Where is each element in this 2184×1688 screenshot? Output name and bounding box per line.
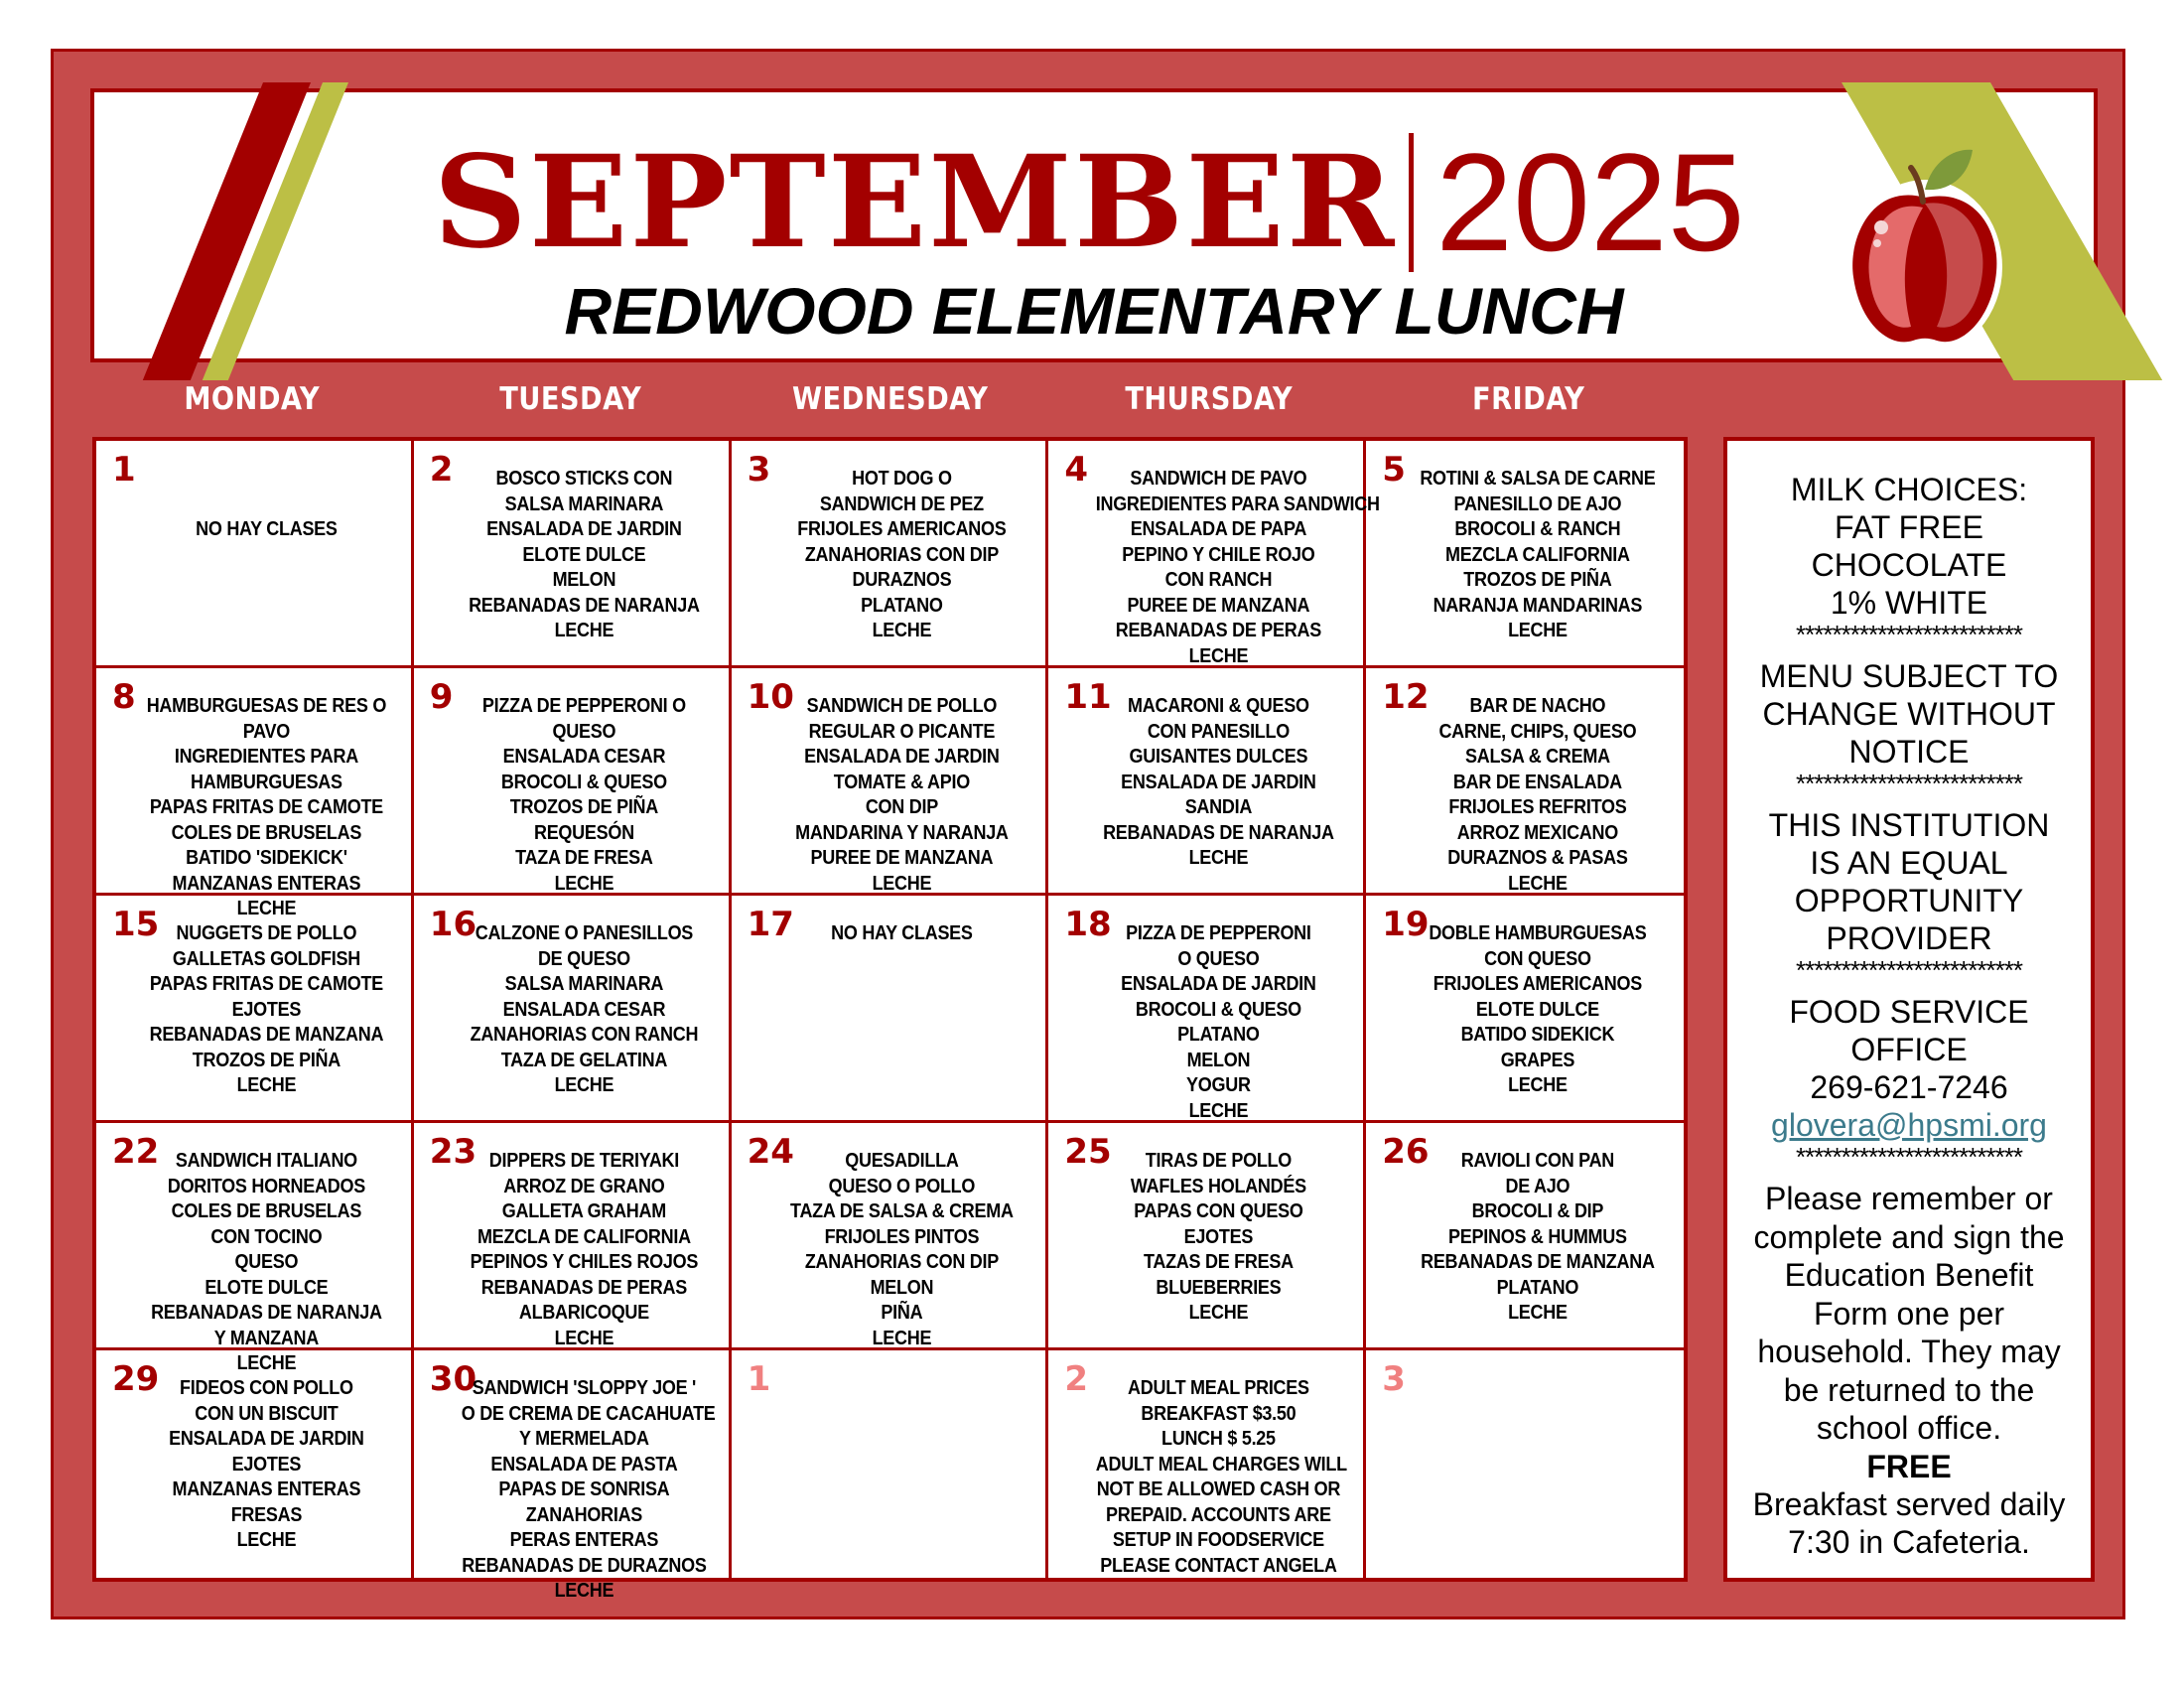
header-banner xyxy=(90,88,2098,362)
menu-items xyxy=(448,921,721,1099)
weekday-header xyxy=(92,369,1688,429)
menu-item: TROZOS DE PIÑA xyxy=(1463,569,1612,591)
calendar-day-cell xyxy=(1048,1123,1366,1350)
menu-item: SANDWICH ITALIANO xyxy=(175,1150,357,1172)
reminder-line: household. They may xyxy=(1757,1334,2061,1369)
menu-item: ROTINI & SALSA DE CARNE xyxy=(1420,468,1656,490)
menu-item: NUGGETS DE POLLO xyxy=(176,922,357,944)
menu-item: REBANADAS DE PERAS xyxy=(1116,620,1322,641)
menu-item: LECHE xyxy=(236,1352,297,1374)
menu-items xyxy=(1400,921,1676,1099)
reminder-line: complete and sign the xyxy=(1753,1218,2065,1255)
menu-item: REBANADAS DE PERAS xyxy=(480,1276,687,1299)
calendar-day-cell xyxy=(1048,896,1366,1123)
menu-item: CON PANESILLO xyxy=(1148,720,1291,743)
day-number: 1 xyxy=(747,1359,771,1399)
menu-item: HAMBURGUESAS xyxy=(191,771,342,793)
menu-item: MEZCLA CALIFORNIA xyxy=(1445,543,1630,566)
menu-item: LECHE xyxy=(1188,1099,1249,1122)
milk-option: FAT FREE xyxy=(1835,509,1983,545)
notice-line: CHANGE WITHOUT xyxy=(1762,696,2056,732)
menu-item: LECHE xyxy=(554,620,614,641)
menu-item: BAR DE ENSALADA xyxy=(1453,771,1623,793)
weekday-monday: MONDAY xyxy=(184,381,321,417)
menu-item: BLUEBERRIES xyxy=(1156,1276,1282,1299)
menu-item: PANESILLO DE AJO xyxy=(1453,492,1622,515)
menu-item: HAMBURGUESAS DE RES O xyxy=(146,695,387,717)
menu-item: PAPAS FRITAS DE CAMOTE xyxy=(149,973,383,995)
menu-item: SALSA MARINARA xyxy=(504,492,663,515)
menu-items xyxy=(1400,694,1676,897)
calendar-day-cell xyxy=(1366,896,1684,1123)
reminder-line: Please remember or xyxy=(1765,1181,2053,1216)
menu-item: BAR DE NACHO xyxy=(1469,695,1606,717)
title-year: 2025 xyxy=(1435,124,1745,280)
milk-option: CHOCOLATE xyxy=(1811,547,2007,583)
menu-item: TAZA DE FRESA xyxy=(514,847,653,869)
statement-line: PROVIDER xyxy=(1826,920,1992,956)
menu-item: PUREE DE MANZANA xyxy=(1127,594,1310,617)
menu-item: CON RANCH xyxy=(1164,569,1273,591)
office-label: FOOD SERVICE xyxy=(1789,994,2029,1030)
menu-item: REBANADAS DE DURAZNOS xyxy=(462,1554,707,1577)
menu-item: PLATANO xyxy=(1496,1276,1579,1299)
menu-item: REBANADAS DE NARANJA xyxy=(468,594,700,617)
menu-item: ENSALADA DE JARDIN xyxy=(1121,973,1317,995)
day-number: 16 xyxy=(429,905,478,944)
menu-item: GRAPES xyxy=(1500,1049,1575,1071)
weekday-friday: FRIDAY xyxy=(1471,381,1584,417)
menu-item: PEPINOS & HUMMUS xyxy=(1448,1225,1627,1248)
star-divider: ************************* xyxy=(1796,955,2022,985)
menu-item: LECHE xyxy=(236,1074,297,1096)
menu-item: ELOTE DULCE xyxy=(522,543,646,566)
menu-item: ZANAHORIAS CON DIP xyxy=(804,543,999,566)
day-number: 10 xyxy=(747,677,794,717)
menu-item: ELOTE DULCE xyxy=(205,1276,329,1299)
day-number: 30 xyxy=(429,1359,478,1399)
menu-item: CON UN BISCUIT xyxy=(195,1402,339,1425)
menu-item: COLES DE BRUSELAS xyxy=(171,821,362,844)
menu-item: BROCOLI & QUESO xyxy=(1136,998,1302,1021)
menu-item: LECHE xyxy=(872,872,931,895)
menu-items xyxy=(448,467,721,644)
menu-item: QUESO xyxy=(234,1251,299,1273)
menu-item: LECHE xyxy=(554,1074,614,1096)
menu-item: ELOTE DULCE xyxy=(1476,998,1600,1021)
menu-item: LECHE xyxy=(872,1327,931,1349)
menu-item: DURAZNOS & PASAS xyxy=(1447,847,1628,869)
menu-item: REBANADAS DE NARANJA xyxy=(1103,821,1335,844)
star-divider: ************************* xyxy=(1796,620,2022,649)
menu-item: LECHE xyxy=(1508,620,1568,641)
day-number: 17 xyxy=(747,905,794,944)
menu-item: NO HAY CLASES xyxy=(196,518,338,540)
menu-item: BROCOLI & DIP xyxy=(1471,1200,1604,1222)
menu-notice xyxy=(1727,657,2091,771)
notice-line: NOTICE xyxy=(1848,734,1970,770)
office-label: OFFICE xyxy=(1850,1032,1968,1067)
menu-item: BATIDO SIDEKICK xyxy=(1460,1024,1615,1046)
menu-item: CALZONE O PANESILLOS xyxy=(475,922,693,944)
calendar-day-cell xyxy=(96,1123,414,1374)
milk-choices xyxy=(1727,471,2091,622)
menu-item: Y MANZANA xyxy=(213,1327,320,1349)
menu-item: MANZANAS ENTERAS xyxy=(172,872,361,895)
menu-item: PLATANO xyxy=(860,594,943,617)
menu-item: SETUP IN FOODSERVICE xyxy=(1113,1529,1325,1551)
menu-item: WAFLES HOLANDÉS xyxy=(1131,1175,1307,1197)
day-number: 2 xyxy=(1064,1359,1089,1399)
menu-item: SALSA & CREMA xyxy=(1465,746,1610,768)
day-number: 15 xyxy=(112,905,160,944)
calendar-day-cell xyxy=(1366,1350,1684,1578)
menu-item: PREPAID. ACCOUNTS ARE xyxy=(1106,1503,1332,1526)
calendar-day-cell xyxy=(1048,1350,1366,1578)
menu-item: DOBLE HAMBURGUESAS xyxy=(1429,922,1647,944)
day-number: 25 xyxy=(1064,1132,1112,1172)
menu-items xyxy=(765,694,1038,897)
menu-item: TROZOS DE PIÑA xyxy=(509,796,658,818)
menu-items xyxy=(448,694,721,897)
menu-item: PEPINO Y CHILE ROJO xyxy=(1122,543,1315,566)
menu-item: LECHE xyxy=(1508,1302,1568,1324)
menu-items xyxy=(1082,921,1355,1124)
menu-item: RAVIOLI CON PAN xyxy=(1460,1150,1615,1172)
menu-item: DORITOS HORNEADOS xyxy=(167,1175,365,1197)
calendar-day-cell xyxy=(414,1123,732,1350)
menu-item: SANDWICH DE POLLO xyxy=(806,695,997,717)
menu-item xyxy=(144,492,389,518)
menu-item: TOMATE & APIO xyxy=(833,771,970,793)
calendar-day-cell xyxy=(414,668,732,896)
notice-line: MENU SUBJECT TO xyxy=(1759,658,2059,694)
menu-item: BROCOLI & RANCH xyxy=(1454,518,1621,540)
menu-item: TROZOS DE PIÑA xyxy=(192,1049,341,1071)
statement-line: OPPORTUNITY xyxy=(1794,883,2024,918)
menu-item: GUISANTES DULCES xyxy=(1129,746,1308,768)
menu-item: MANDARINA Y NARANJA xyxy=(794,821,1009,844)
benefit-form-reminder xyxy=(1727,1180,2091,1448)
menu-item: TIRAS DE POLLO xyxy=(1146,1150,1293,1172)
menu-item: ENSALADA DE JARDIN xyxy=(1121,771,1317,793)
menu-item: ADULT MEAL PRICES xyxy=(1128,1377,1310,1399)
menu-item: PLATANO xyxy=(1177,1024,1260,1046)
menu-item: ARROZ DE GRANO xyxy=(503,1175,665,1197)
day-number: 23 xyxy=(429,1132,478,1172)
menu-item: PAPAS DE SONRISA xyxy=(498,1478,670,1500)
menu-item: PAPAS FRITAS DE CAMOTE xyxy=(149,796,383,818)
menu-items xyxy=(765,921,1038,947)
menu-items xyxy=(1082,467,1381,669)
menu-item: EJOTES xyxy=(231,998,302,1021)
menu-item: GALLETA GRAHAM xyxy=(501,1200,666,1222)
day-number: 26 xyxy=(1382,1132,1430,1172)
calendar-day-cell xyxy=(1366,441,1684,668)
menu-item: BATIDO 'SIDEKICK' xyxy=(186,847,347,869)
reminder-line: be returned to the xyxy=(1783,1371,2035,1408)
weekday-thursday: THURSDAY xyxy=(1125,381,1294,417)
info-sidebar xyxy=(1723,437,2095,1582)
menu-item: EJOTES xyxy=(231,1453,302,1476)
menu-item: ENSALADA DE JARDIN xyxy=(169,1428,364,1450)
calendar-day-cell xyxy=(96,441,414,668)
menu-item: PEPINOS Y CHILES ROJOS xyxy=(470,1251,698,1273)
menu-item: FIDEOS CON POLLO xyxy=(180,1377,353,1399)
menu-item: NOT BE ALLOWED CASH OR xyxy=(1097,1478,1341,1500)
day-number: 1 xyxy=(112,450,136,490)
menu-item: BROCOLI & QUESO xyxy=(500,771,667,793)
menu-item: ENSALADA CESAR xyxy=(502,998,665,1021)
title-month: SEPTEMBER xyxy=(433,128,1397,277)
calendar-day-cell xyxy=(732,668,1049,896)
menu-items xyxy=(765,1149,1038,1351)
page-subtitle: REDWOOD ELEMENTARY LUNCH xyxy=(564,274,1624,348)
day-number: 4 xyxy=(1064,450,1089,490)
menu-item: PAVO xyxy=(242,720,291,743)
menu-item: CON DIP xyxy=(865,796,938,818)
menu-item: HOT DOG O xyxy=(851,468,952,490)
day-number: 18 xyxy=(1064,905,1112,944)
menu-item: LUNCH $ 5.25 xyxy=(1161,1428,1277,1450)
food-service-office xyxy=(1727,993,2091,1106)
menu-item: ADULT MEAL CHARGES WILL xyxy=(1096,1453,1348,1476)
day-number: 8 xyxy=(112,677,136,717)
menu-item: QUESO xyxy=(552,720,616,743)
calendar-day-cell xyxy=(732,1350,1049,1578)
breakfast-line: 7:30 in Cafeteria. xyxy=(1788,1524,2030,1560)
menu-item: SANDIA xyxy=(1185,796,1253,818)
office-phone: 269-621-7246 xyxy=(1810,1069,2008,1105)
weekday-wednesday: WEDNESDAY xyxy=(791,381,989,417)
calendar-day-cell xyxy=(96,668,414,919)
menu-item: ENSALADA DE PASTA xyxy=(490,1453,678,1476)
menu-item: REQUESÓN xyxy=(533,821,634,844)
menu-item: ENSALADA DE JARDIN xyxy=(485,518,682,540)
menu-item: FRIJOLES AMERICANOS xyxy=(796,518,1007,540)
menu-item: ALBARICOQUE xyxy=(518,1302,649,1324)
menu-item: TAZA DE GELATINA xyxy=(500,1049,667,1071)
breakfast-info xyxy=(1727,1485,2091,1562)
day-number: 11 xyxy=(1064,677,1112,717)
menu-item: PIZZA DE PEPPERONI xyxy=(1126,922,1312,944)
menu-item: LECHE xyxy=(1508,1074,1568,1096)
menu-item: LECHE xyxy=(1508,872,1568,895)
menu-items xyxy=(130,921,403,1099)
menu-item: BREAKFAST $3.50 xyxy=(1141,1402,1297,1425)
day-number: 29 xyxy=(112,1359,160,1399)
calendar-day-cell xyxy=(96,896,414,1123)
menu-item: MELON xyxy=(552,569,616,591)
calendar-day-cell xyxy=(732,1123,1049,1350)
menu-item: FRIJOLES AMERICANOS xyxy=(1433,973,1643,995)
menu-item: REGULAR O PICANTE xyxy=(808,720,995,743)
menu-item: ENSALADA CESAR xyxy=(502,746,665,768)
calendar-grid xyxy=(92,437,1688,1602)
day-number: 22 xyxy=(112,1132,160,1172)
menu-item: MELON xyxy=(870,1276,933,1299)
menu-item: PERAS ENTERAS xyxy=(509,1529,658,1551)
menu-items xyxy=(130,467,403,543)
menu-item: LECHE xyxy=(872,620,931,641)
menu-items xyxy=(448,1376,721,1605)
menu-item: PUREE DE MANZANA xyxy=(810,847,993,869)
apple-icon xyxy=(1834,128,2012,356)
menu-item: ZANAHORIAS CON RANCH xyxy=(470,1024,698,1046)
menu-item: ZANAHORIAS CON DIP xyxy=(804,1251,999,1273)
calendar-day-cell xyxy=(1048,668,1366,896)
menu-item: REBANADAS DE MANZANA xyxy=(149,1024,384,1046)
menu-item: YOGUR xyxy=(1186,1074,1252,1096)
menu-item: LECHE xyxy=(554,872,614,895)
calendar-day-cell xyxy=(1048,441,1381,668)
reminder-line: Education Benefit xyxy=(1784,1257,2034,1293)
menu-items xyxy=(1082,694,1355,872)
menu-item: LECHE xyxy=(236,898,297,919)
menu-item: PIÑA xyxy=(881,1302,922,1324)
menu-item: DURAZNOS xyxy=(852,569,951,591)
menu-item: FRESAS xyxy=(230,1503,303,1526)
menu-item: SANDWICH DE PEZ xyxy=(819,492,984,515)
menu-item: ARROZ MEXICANO xyxy=(1456,821,1619,844)
menu-item: DE QUESO xyxy=(537,947,630,970)
menu-item: CON QUESO xyxy=(1484,947,1591,970)
menu-item: DE AJO xyxy=(1505,1175,1570,1197)
menu-item: INGREDIENTES PARA xyxy=(174,746,358,768)
menu-item: LECHE xyxy=(1188,847,1249,869)
menu-item: LECHE xyxy=(554,1327,614,1349)
breakfast-line: Breakfast served daily xyxy=(1752,1485,2066,1522)
menu-items xyxy=(765,467,1038,644)
day-number: 24 xyxy=(747,1132,794,1172)
menu-item: COLES DE BRUSELAS xyxy=(171,1200,362,1222)
reminder-line: Form one per xyxy=(1813,1295,2005,1332)
menu-items xyxy=(1400,467,1676,644)
statement-line: THIS INSTITUTION xyxy=(1768,807,2050,843)
statement-line: IS AN EQUAL xyxy=(1810,845,2008,881)
day-number: 19 xyxy=(1382,905,1430,944)
menu-items xyxy=(1082,1376,1355,1579)
menu-items xyxy=(130,1149,403,1377)
menu-item: INGREDIENTES PARA SANDWICH xyxy=(1096,492,1381,515)
menu-item: REBANADAS DE MANZANA xyxy=(1421,1251,1655,1273)
menu-item: ENSALADA DE PAPA xyxy=(1131,518,1307,540)
menu-items xyxy=(1082,1149,1355,1327)
calendar-day-cell xyxy=(1366,1123,1684,1350)
menu-item: MANZANAS ENTERAS xyxy=(172,1478,361,1500)
menu-item xyxy=(144,467,389,492)
equal-opportunity-statement xyxy=(1727,806,2091,957)
day-number: 12 xyxy=(1382,677,1430,717)
calendar-day-cell xyxy=(732,896,1049,1123)
menu-item: ZANAHORIAS xyxy=(525,1503,642,1526)
menu-item: LECHE xyxy=(554,1580,614,1602)
star-divider: ************************* xyxy=(1796,1142,2022,1172)
menu-item: PAPAS CON QUESO xyxy=(1134,1200,1303,1222)
menu-item: PLEASE CONTACT ANGELA xyxy=(1100,1554,1337,1577)
menu-item: CON TOCINO xyxy=(210,1225,323,1248)
menu-item: FRIJOLES REFRITOS xyxy=(1448,796,1627,818)
day-number: 3 xyxy=(747,450,771,490)
menu-items xyxy=(130,694,403,922)
star-divider: ************************* xyxy=(1796,769,2022,798)
menu-item: EJOTES xyxy=(1184,1225,1254,1248)
office-email-link[interactable]: glovera@hpsmi.org xyxy=(1771,1107,2047,1143)
menu-items xyxy=(130,1376,403,1554)
menu-item: GALLETAS GOLDFISH xyxy=(172,947,360,970)
menu-item: QUESO O POLLO xyxy=(828,1175,975,1197)
menu-item: MACARONI & QUESO xyxy=(1128,695,1310,717)
calendar-day-cell xyxy=(414,441,732,668)
menu-item: SANDWICH 'SLOPPY JOE ' xyxy=(472,1377,696,1399)
menu-item: QUESADILLA xyxy=(844,1150,959,1172)
menu-item: NO HAY CLASES xyxy=(830,922,973,944)
calendar-day-cell xyxy=(414,1350,732,1602)
day-number: 9 xyxy=(429,677,454,717)
page-title xyxy=(94,122,2094,283)
milk-choices-heading: MILK CHOICES: xyxy=(1790,472,2028,507)
menu-item: O DE CREMA DE CACAHUATE xyxy=(461,1402,716,1425)
menu-item: LECHE xyxy=(1188,1302,1249,1324)
calendar-day-cell xyxy=(96,1350,414,1578)
reminder-line: school office. xyxy=(1816,1410,2002,1446)
menu-item: Y MERMELADA xyxy=(518,1428,649,1450)
milk-option: 1% WHITE xyxy=(1830,585,1988,621)
weekday-tuesday: TUESDAY xyxy=(499,381,642,417)
menu-item: PIZZA DE PEPPERONI O xyxy=(481,695,686,717)
menu-item: DIPPERS DE TERIYAKI xyxy=(488,1150,679,1172)
menu-item: TAZA DE SALSA & CREMA xyxy=(789,1200,1014,1222)
calendar-day-cell xyxy=(414,896,732,1123)
menu-item: REBANADAS DE NARANJA xyxy=(151,1302,382,1324)
menu-item: LECHE xyxy=(1188,644,1249,667)
day-number: 3 xyxy=(1382,1359,1406,1399)
calendar-day-cell xyxy=(732,441,1049,668)
menu-items xyxy=(1400,1149,1676,1327)
menu-item: SANDWICH DE PAVO xyxy=(1130,468,1307,490)
menu-items xyxy=(448,1149,721,1351)
menu-item: LECHE xyxy=(236,1529,297,1551)
menu-item: MELON xyxy=(1186,1049,1251,1071)
menu-item: SALSA MARINARA xyxy=(504,973,663,995)
menu-item: CARNE, CHIPS, QUESO xyxy=(1438,720,1637,743)
menu-item: BOSCO STICKS CON xyxy=(495,468,673,490)
title-divider xyxy=(1409,133,1414,272)
menu-item: FRIJOLES PINTOS xyxy=(824,1225,979,1248)
menu-item: ENSALADA DE JARDIN xyxy=(803,746,1000,768)
free-label: FREE xyxy=(1866,1448,1952,1484)
day-number: 5 xyxy=(1382,450,1406,490)
calendar-day-cell xyxy=(1366,668,1684,896)
menu-item: NARANJA MANDARINAS xyxy=(1433,594,1643,617)
menu-item: MEZCLA DE CALIFORNIA xyxy=(477,1225,691,1248)
menu-item: O QUESO xyxy=(1177,947,1260,970)
day-number: 2 xyxy=(429,450,454,490)
menu-item: TAZAS DE FRESA xyxy=(1144,1251,1295,1273)
